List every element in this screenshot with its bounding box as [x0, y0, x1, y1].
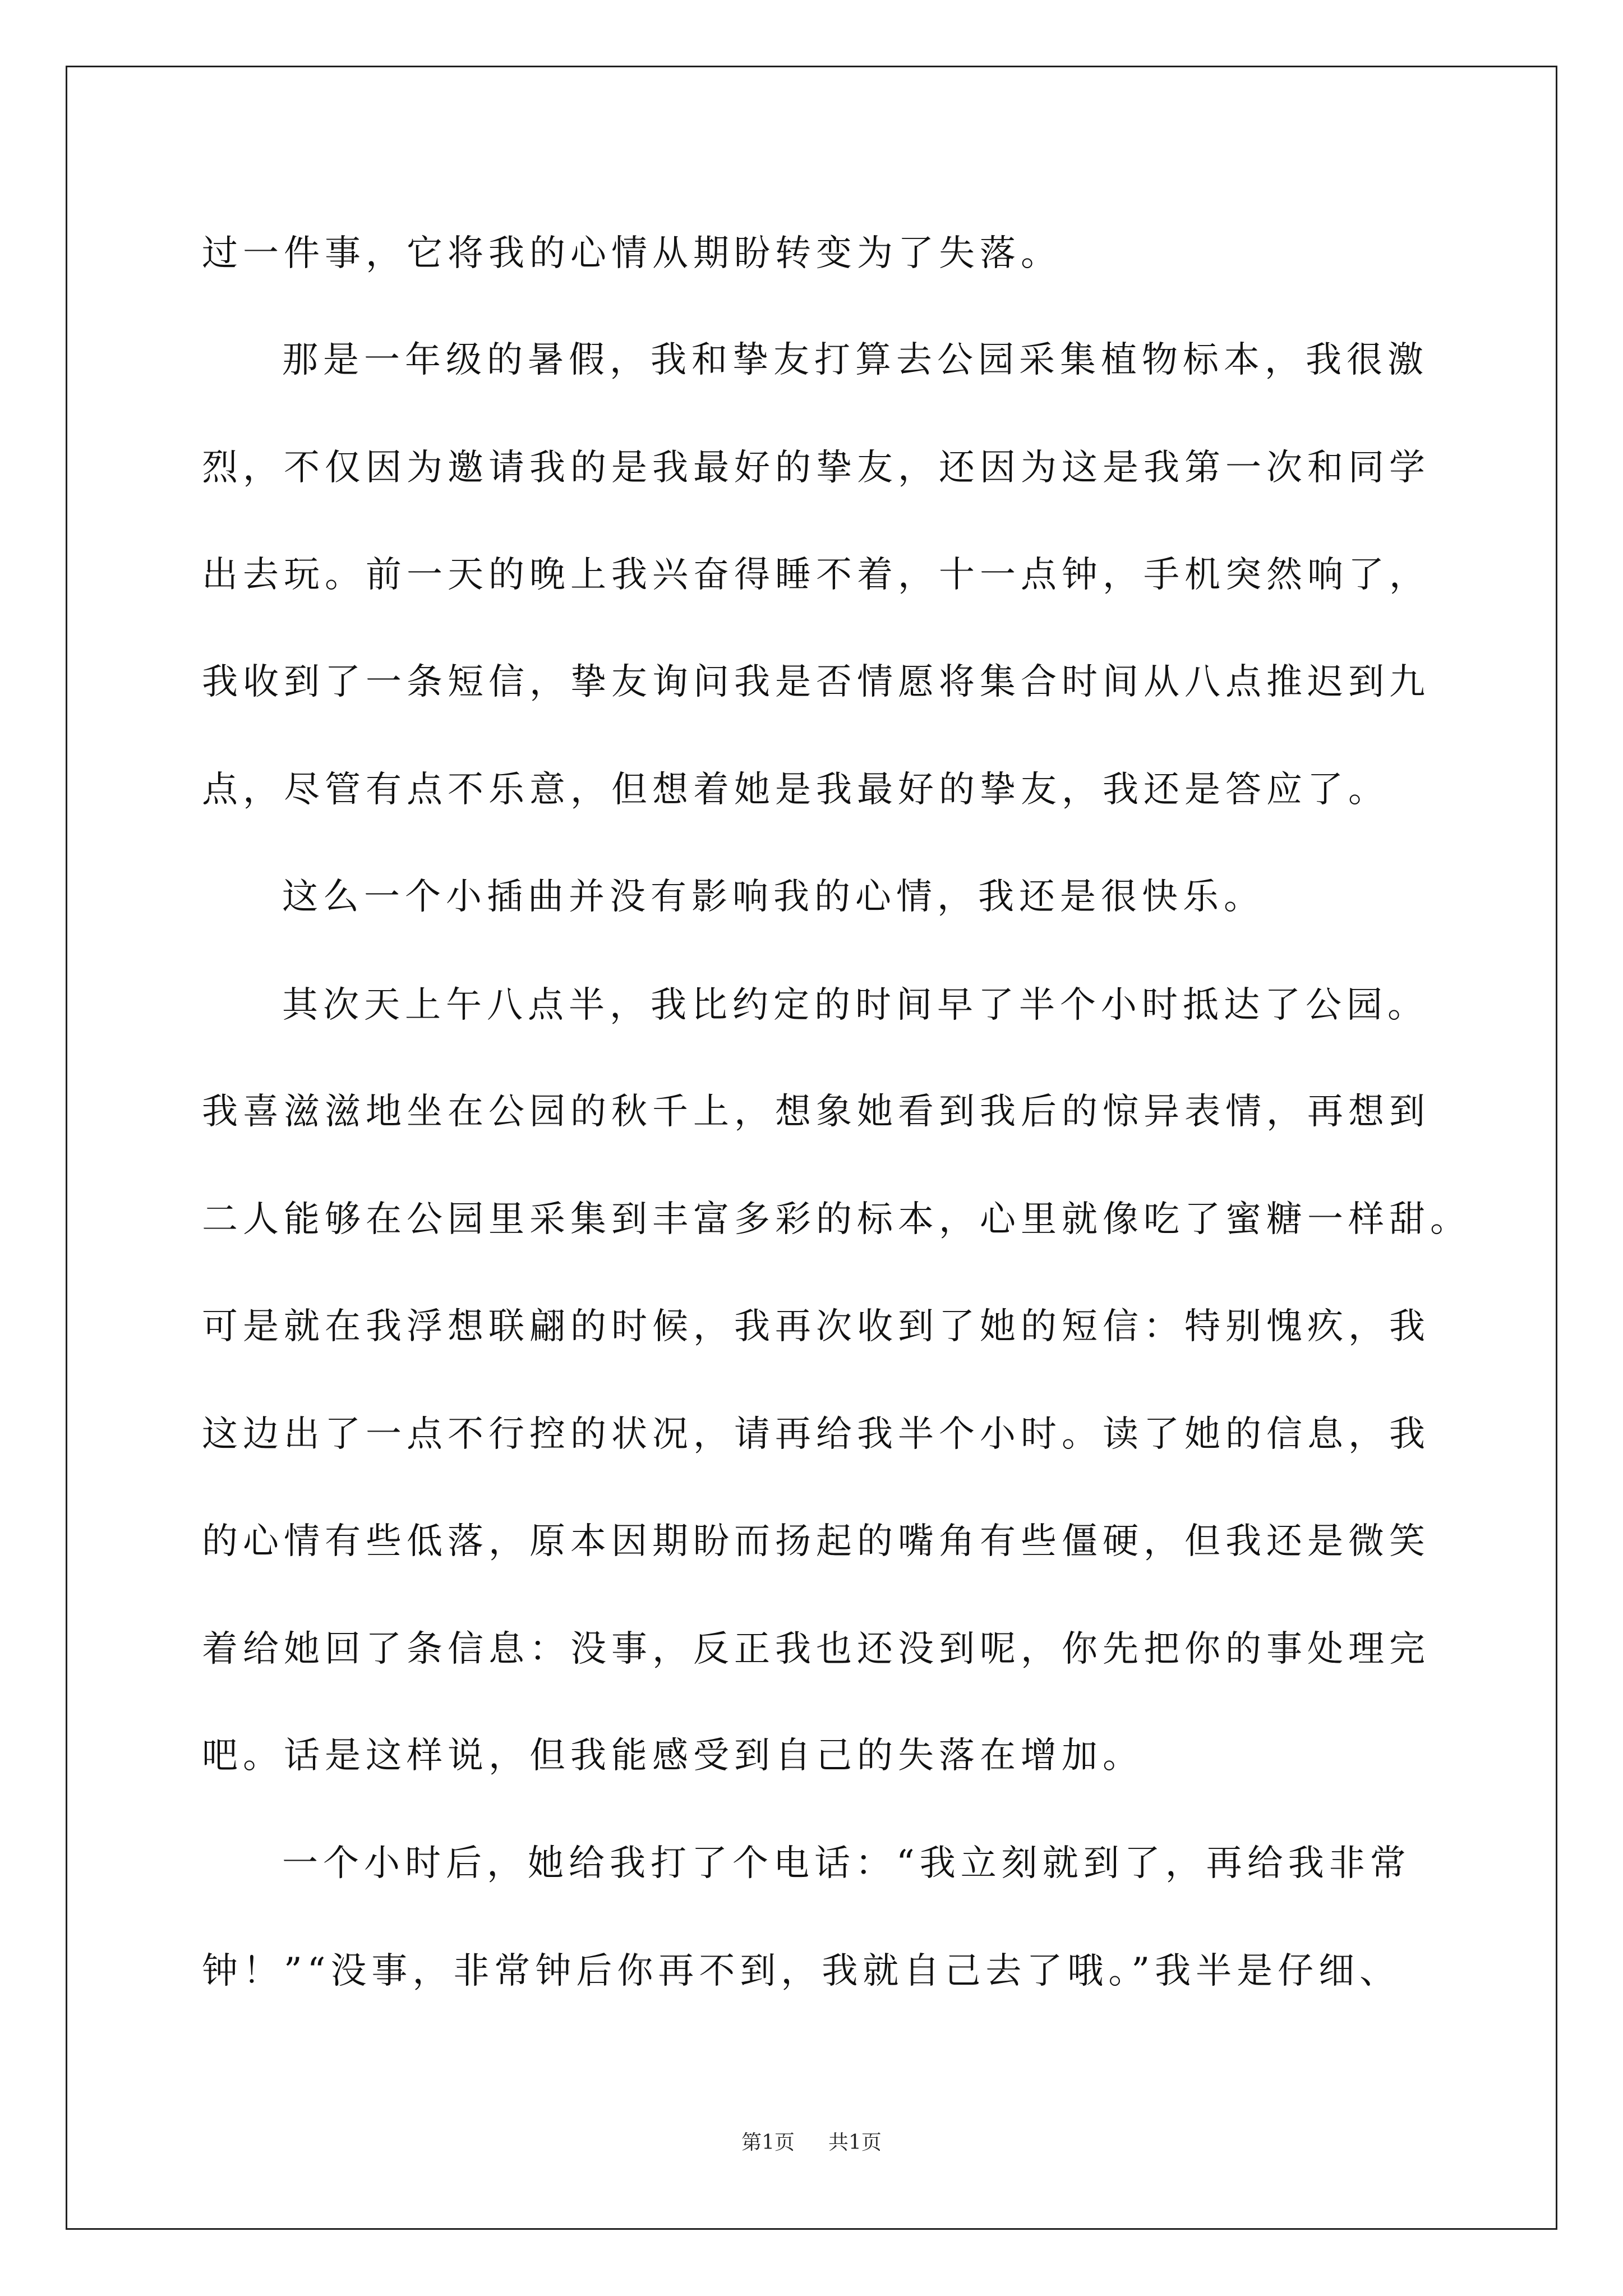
page-total: 共1页 — [828, 2131, 882, 2154]
text-line-10: 二人能够在公园里采集到丰富多彩的标本，心里就像吃了蜜糖一样甜。 — [202, 1199, 1471, 1240]
text-line-16: 一个小时后，她给我打了个电话：“我立刻就到了，再给我非常 — [282, 1843, 1411, 1884]
text-line-7: 这么一个小插曲并没有影响我的心情，我还是很快乐。 — [282, 876, 1265, 918]
text-line-9: 我喜滋滋地坐在公园的秋千上，想象她看到我后的惊异表情，再想到 — [202, 1091, 1430, 1133]
text-line-12: 这边出了一点不行控的状况，请再给我半个小时。读了她的信息，我 — [202, 1414, 1430, 1455]
text-line-17: 钟！”“没事，非常钟后你再不到，我就自己去了哦。”我半是仔细、 — [202, 1950, 1401, 1992]
text-line-13: 的心情有些低落，原本因期盼而扬起的嘴角有些僵硬，但我还是微笑 — [202, 1521, 1430, 1562]
text-line-14: 着给她回了条信息：没事，反正我也还没到呢，你先把你的事处理完 — [202, 1628, 1430, 1670]
text-line-15: 吧。话是这样说，但我能感受到自己的失落在增加。 — [202, 1735, 1144, 1777]
page-number: 第1页 — [741, 2131, 795, 2154]
text-line-4: 出去玩。前一天的晚上我兴奋得睡不着，十一点钟，手机突然响了， — [202, 554, 1430, 596]
page-border — [66, 66, 1557, 2230]
text-line-2: 那是一年级的暑假，我和挚友打算去公园采集植物标本，我很激 — [282, 339, 1428, 381]
text-line-6: 点，尽管有点不乐意，但想着她是我最好的挚友，我还是答应了。 — [202, 769, 1389, 811]
page-footer — [0, 2132, 1623, 2154]
text-line-8: 其次天上午八点半，我比约定的时间早了半个小时抵达了公园。 — [282, 984, 1428, 1026]
text-line-11: 可是就在我浮想联翩的时候，我再次收到了她的短信：特别愧疚，我 — [202, 1306, 1430, 1347]
text-line-5: 我收到了一条短信，挚友询问我是否情愿将集合时间从八点推迟到九 — [202, 661, 1430, 703]
text-line-3: 烈，不仅因为邀请我的是我最好的挚友，还因为这是我第一次和同学 — [202, 447, 1430, 489]
text-line-1: 过一件事，它将我的心情从期盼转变为了失落。 — [202, 233, 1062, 274]
